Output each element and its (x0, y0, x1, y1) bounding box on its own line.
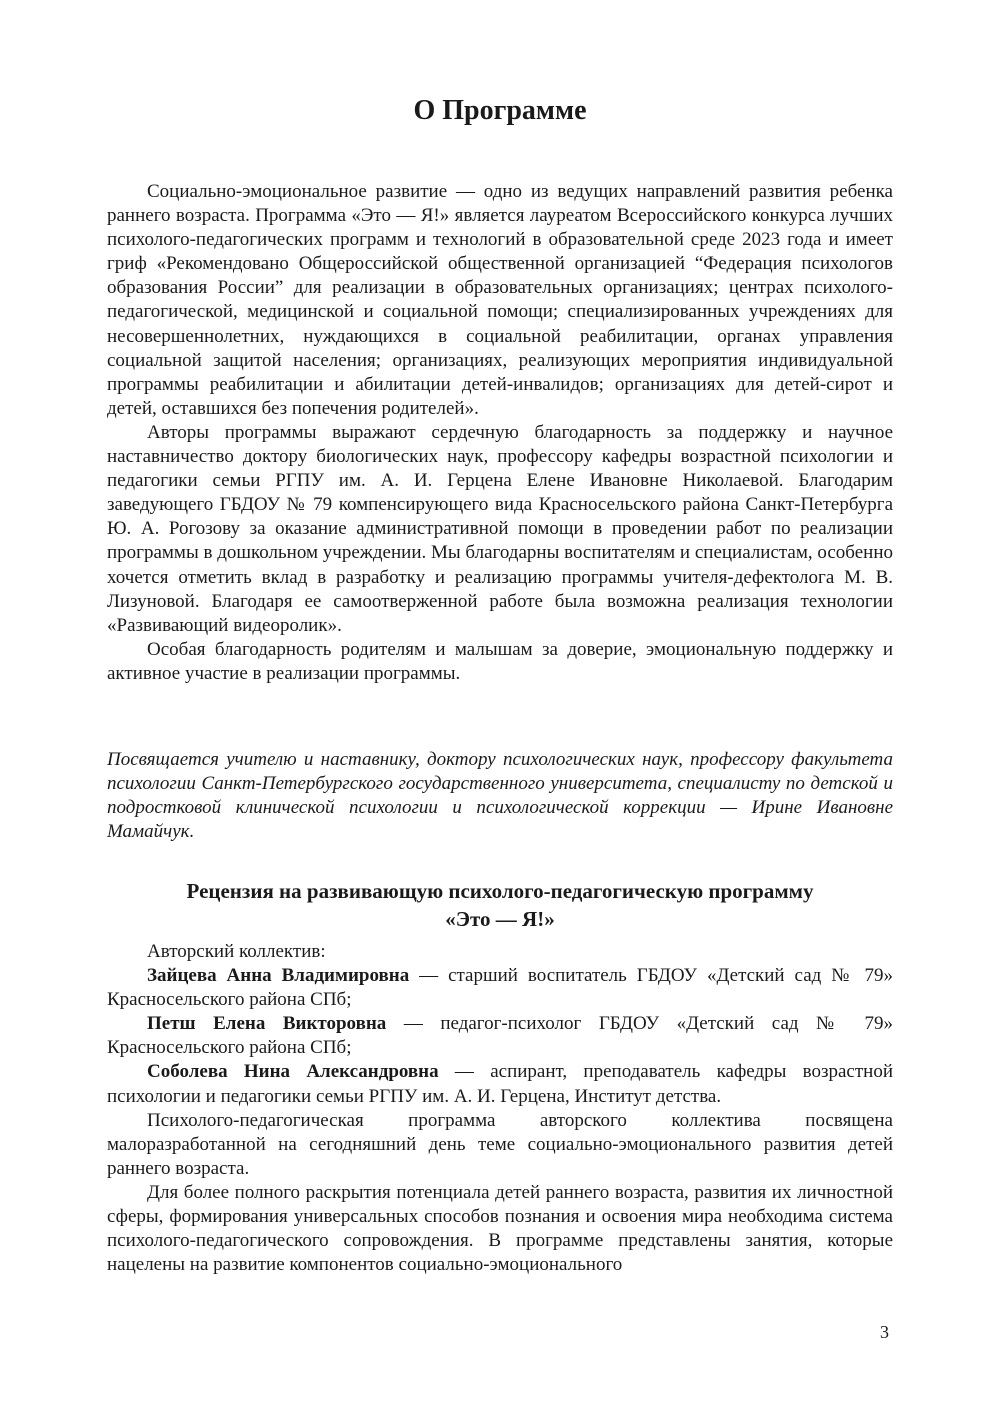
author-role: — педагог-психолог ГБДОУ «Детский сад № 79» Красносельского района СПб; (107, 1013, 893, 1059)
about-paragraph-2: Авторы программы выражают сердечную благодарность за поддержку и научное наставничество доктору биологических наук, профессору кафедры возрастной психологии и педагогики семьи РГПУ им. А. И. Герцена Елене Ивановне Николаевой. Благодарим заведующего ГБДОУ № 79 компенсирующего вида Красносельского района Санкт-Петербурга Ю. А. Рогозову за оказание административной помощи в проведении работ по реализации программы в дошкольном учреждении. Мы благодарны воспитателям и специалистам, особенно хочется отметить вклад в разработку и реализацию программы учителя-дефектолога М. В. Лизуновой. Благодаря ее самоотверженной работе была возможна реализация технологии «Развивающий видеоролик». (107, 421, 893, 636)
author-entry-2 (107, 1012, 893, 1060)
review-section (107, 940, 893, 1277)
review-paragraph-1: Психолого-педагогическая программа авторского коллектива посвящена малоразработанной на сегодняшний день теме социально-эмоционального развития детей раннего возраста. (107, 1109, 893, 1179)
author-entry-3 (107, 1060, 893, 1108)
dedication-text: Посвящается учителю и наставнику, доктору психологических наук, профессору факультета психологии Санкт-Петербургского государственного университета, специалисту по детской и подростковой клинической психологии и психологической коррекции — Ирине Ивановне Мамайчук. (107, 749, 893, 843)
review-title (107, 877, 893, 933)
review-title-line-2: «Это — Я!» (445, 907, 555, 931)
author-name: Зайцева Анна Владимировна (147, 965, 410, 987)
author-name: Соболева Нина Александровна (147, 1061, 439, 1083)
about-paragraph-1: Социально-эмоциональное развитие — одно из ведущих направлений развития ребенка раннего возраста. Программа «Это — Я!» является лауреатом Всероссийского конкурса лучших психолого-педагогических программ и технологий в образовательной среде 2023 года и имеет гриф «Рекомендовано Общероссийской общественной организацией “Федерация психологов образования России” для реализации в образовательных организациях; центрах психолого-педагогической, медицинской и социальной помощи; специализированных учреждениях для несовершеннолетних, нуждающихся в социальной реабилитации, органах управления социальной защитой населения; организациях, реализующих мероприятия индивидуальной программы реабилитации и абилитации детей-инвалидов; организациях для детей-сирот и детей, оставшихся без попечения родителей». (107, 181, 893, 419)
author-name: Петш Елена Викторовна (147, 1013, 387, 1035)
review-paragraph-2: Для более полного раскрытия потенциала детей раннего возраста, развития их личностной сферы, формирования универсальных способов познания и освоения мира необходима система психолого-педагогического сопровождения. В программе представлены занятия, которые нацелены на развитие компонентов социально-эмоционального (107, 1181, 893, 1276)
authors-intro: Авторский коллектив: (147, 941, 326, 962)
author-role: — аспирант, преподаватель кафедры возрастной психологии и педагогики семьи РГПУ им. А. И. Герцена, Институт детства. (107, 1061, 894, 1107)
about-section (107, 180, 893, 686)
page-title: О Программе (413, 95, 587, 126)
dedication-section (107, 748, 893, 844)
review-title-line-1: Рецензия на развивающую психолого-педагогическую программу (186, 879, 814, 903)
page-number: 3 (880, 1322, 889, 1342)
author-entry-1 (107, 964, 893, 1012)
about-paragraph-3: Особая благодарность родителям и малышам за доверие, эмоциональную поддержку и активное участие в реализации программы. (107, 638, 893, 684)
author-role: — старший воспитатель ГБДОУ «Детский сад № 79» Красносельского района СПб; (107, 965, 893, 1011)
